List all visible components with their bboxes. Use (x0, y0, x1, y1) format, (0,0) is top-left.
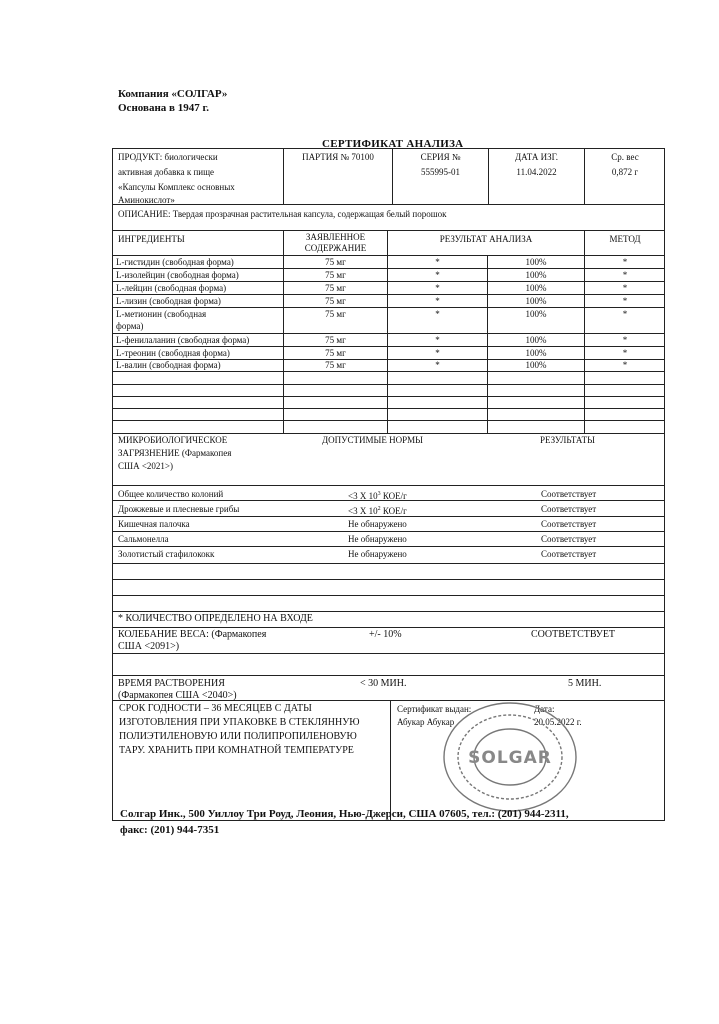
micro-norm: <3 Х $10^3$ КОЕ/г (348, 491, 407, 501)
ingredient-amount: 75 мг (325, 360, 346, 370)
ingredient-name: L-изолейцин (свободная форма) (116, 270, 239, 280)
micro-result: Соответствует (541, 504, 597, 514)
ingredient-name: L-лизин (свободная форма) (116, 296, 221, 306)
ingredient-amount: 75 мг (325, 270, 346, 280)
stamp-text: SOLGAR (468, 748, 552, 768)
micro-norm: Не обнаружено (348, 519, 407, 529)
date-label: ДАТА ИЗГ. (514, 152, 559, 162)
method-header: МЕТОД (609, 234, 641, 244)
ingredient-method: * (622, 335, 628, 345)
weight-value: 0,872 г (611, 167, 639, 177)
micro-norm: Не обнаружено (348, 549, 407, 559)
footnote: * КОЛИЧЕСТВО ОПРЕДЕЛЕНО НА ВХОДЕ (118, 613, 313, 624)
micro-result: Соответствует (541, 519, 597, 529)
ingredient-result: 100% (525, 309, 547, 319)
weight-variation-label-2: США <2091>) (118, 641, 180, 652)
ingredient-method: * (622, 270, 628, 280)
series-value: 555995-01 (421, 167, 460, 177)
micro-norms-header: ДОПУСТИМЫЕ НОРМЫ (322, 435, 423, 445)
ingredient-name: L-лейцин (свободная форма) (116, 283, 227, 293)
footer-fax: факс: (201) 944-7351 (120, 824, 220, 836)
ingredient-result: 100% (525, 283, 547, 293)
company-name: Компания «СОЛГАР» (118, 88, 228, 100)
company-stamp (440, 695, 580, 815)
product-line-3: «Капсулы Комплекс основных (118, 182, 235, 192)
ingredient-mark: * (435, 257, 440, 267)
micro-name: Общее количество колоний (118, 489, 224, 499)
ingredient-method: * (622, 309, 628, 319)
micro-name: Сальмонелла (118, 534, 169, 544)
micro-label-3: США <2021>) (118, 461, 173, 471)
ingredient-mark: * (435, 360, 440, 370)
ingredients-header: ИНГРЕДИЕНТЫ (118, 234, 185, 244)
ingredient-name: L-треонин (свободная форма) (116, 348, 230, 358)
ingredient-result: 100% (525, 360, 547, 370)
ingredient-method: * (622, 348, 628, 358)
ingredient-result: 100% (525, 270, 547, 280)
ingredient-method: * (622, 296, 628, 306)
ingredient-result: 100% (525, 348, 547, 358)
weight-label: Ср. вес (611, 152, 639, 162)
ingredient-amount: 75 мг (325, 348, 346, 358)
micro-norm: <3 Х $10^2$ КОЕ/г (348, 506, 407, 516)
ingredient-amount: 75 мг (325, 283, 346, 293)
ingredient-result: 100% (525, 257, 547, 267)
ingredient-mark: * (435, 348, 440, 358)
ingredient-name: L-гистидин (свободная форма) (116, 257, 234, 267)
shelf-life-line-2: ИЗГОТОВЛЕНИЯ ПРИ УПАКОВКЕ В СТЕКЛЯННУЮ (119, 717, 360, 728)
micro-label-1: МИКРОБИОЛОГИЧЕСКОЕ (118, 435, 228, 445)
ingredient-amount: 75 мг (325, 296, 346, 306)
ingredient-mark: * (435, 335, 440, 345)
micro-norm: Не обнаружено (348, 534, 407, 544)
description: ОПИСАНИЕ: Твердая прозрачная растительная капсула, содержащая белый порошок (118, 209, 447, 219)
ingredient-result: 100% (525, 335, 547, 345)
micro-name: Кишечная палочка (118, 519, 190, 529)
ingredient-mark: * (435, 309, 440, 319)
issued-label: Сертификат выдан: (397, 704, 472, 714)
shelf-life-line-3: ПОЛИЭТИЛЕНОВУЮ ИЛИ ПОЛИПРОПИЛЕНОВУЮ (119, 731, 357, 742)
weight-variation-label-1: КОЛЕБАНИЕ ВЕСА: (Фармакопея (118, 629, 267, 640)
shelf-life-line-4: ТАРУ. ХРАНИТЬ ПРИ КОМНАТНОЙ ТЕМПЕРАТУРЕ (119, 745, 354, 756)
dissolution-result: 5 МИН. (568, 678, 602, 689)
ingredient-name-cont: форма) (116, 321, 144, 331)
ingredient-result: 100% (525, 296, 547, 306)
company-founded: Основана в 1947 г. (118, 102, 209, 114)
ingredient-mark: * (435, 270, 440, 280)
ingredient-method: * (622, 257, 628, 267)
micro-name: Золотистый стафилококк (118, 549, 215, 559)
ingredient-name: L-метионин (свободная (116, 309, 207, 319)
ingredient-method: * (622, 360, 628, 370)
series-label: СЕРИЯ № (420, 152, 461, 162)
ingredient-amount: 75 мг (325, 309, 346, 319)
dissolution-norm: < 30 МИН. (360, 678, 407, 689)
issued-name: Абукар Абукар (397, 717, 455, 727)
footer-address: Солгар Инк., 500 Уиллоу Три Роуд, Леония, Нью-Джерси, США 07605, тел.: (201) 944-2311, (120, 808, 569, 820)
declared-header-1: ЗАЯВЛЕННОЕ (305, 232, 366, 242)
micro-result: Соответствует (541, 489, 597, 499)
shelf-life-line-1: СРОК ГОДНОСТИ – 36 МЕСЯЦЕВ С ДАТЫ (119, 703, 312, 714)
ingredient-amount: 75 мг (325, 335, 346, 345)
ingredient-mark: * (435, 296, 440, 306)
micro-name: Дрожжевые и плесневые грибы (118, 504, 240, 514)
micro-results-header: РЕЗУЛЬТАТЫ (540, 435, 595, 445)
weight-variation-result: СООТВЕТСТВУЕТ (531, 629, 616, 640)
micro-result: Соответствует (541, 549, 597, 559)
ingredient-name: L-валин (свободная форма) (116, 360, 221, 370)
product-line-1: ПРОДУКТ: биологически (118, 152, 218, 162)
product-line-2: активная добавка к пище (118, 167, 215, 177)
issued-date-label: Дата: (534, 704, 555, 714)
issued-date-value: 20.05.2022 г. (534, 717, 582, 727)
ingredient-mark: * (435, 283, 440, 293)
ingredient-method: * (622, 283, 628, 293)
ingredient-name: L-фенилаланин (свободная форма) (116, 335, 250, 345)
micro-result: Соответствует (541, 534, 597, 544)
dissolution-label-2: (Фармакопея США <2040>) (118, 690, 237, 701)
declared-header-2: СОДЕРЖАНИЕ (304, 243, 367, 253)
batch-label: ПАРТИЯ № 70100 (302, 152, 374, 162)
date-value: 11.04.2022 (516, 167, 557, 177)
micro-label-2: ЗАГРЯЗНЕНИЕ (Фармакопея (118, 448, 232, 458)
document-title: СЕРТИФИКАТ АНАЛИЗА (322, 138, 464, 150)
product-line-4: Аминокислот» (118, 195, 175, 205)
ingredient-amount: 75 мг (325, 257, 346, 267)
weight-variation-norm: +/- 10% (369, 629, 402, 640)
dissolution-label-1: ВРЕМЯ РАСТВОРЕНИЯ (118, 678, 225, 689)
result-header: РЕЗУЛЬТАТ АНАЛИЗА (439, 234, 533, 244)
